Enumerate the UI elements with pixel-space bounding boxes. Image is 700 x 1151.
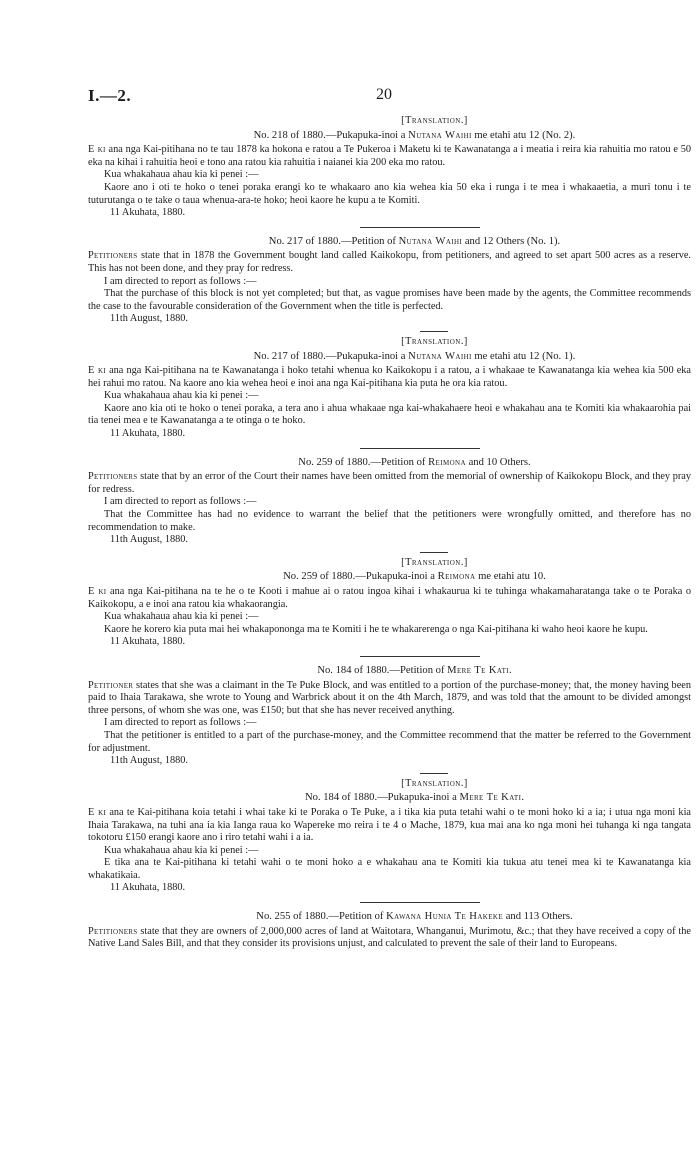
directed-line: I am directed to report as follows :— bbox=[104, 275, 257, 287]
report-date: 11th August, 1880. bbox=[110, 755, 188, 767]
petition-body bbox=[88, 586, 691, 611]
heading-text: No. 218 of 1880.—Pukapuka-inoi a bbox=[253, 129, 409, 141]
report-date: 11 Akuhata, 1880. bbox=[110, 882, 186, 894]
petition-section bbox=[88, 457, 691, 547]
opening-words: Petitioners bbox=[88, 925, 138, 937]
directed-line: I am directed to report as follows :— bbox=[104, 496, 257, 508]
heading-text: No. 255 of 1880.—Petition of bbox=[256, 911, 387, 923]
report-date: 11th August, 1880. bbox=[110, 313, 188, 325]
report-date: 11 Akuhata, 1880. bbox=[110, 636, 186, 648]
petition-body bbox=[88, 144, 691, 169]
petition-body bbox=[88, 807, 691, 845]
petition-heading bbox=[88, 665, 691, 678]
heading-text: and 113 Others. bbox=[503, 911, 573, 923]
heading-text: and 12 Others (No. 1). bbox=[462, 235, 561, 247]
heading-text: No. 217 of 1880.—Petition of bbox=[268, 235, 399, 247]
directed-line: Kua whakahaua ahau kia ki penei :— bbox=[104, 390, 259, 402]
petitioner-name: Nutana Waihi bbox=[408, 129, 472, 141]
petitioner-name: Mere Te Kati bbox=[459, 792, 522, 804]
opening-words: E ki bbox=[88, 144, 106, 156]
committee-report: That the petitioner is entitled to a part of the purchase-money, and the Committee recommend that the matter be referred to the Government for adjustment. bbox=[88, 729, 691, 754]
petition-heading bbox=[88, 130, 691, 143]
body-text: state that in 1878 the Government bought land called Kaikokopu, from petitioners, and agreed to set apart 500 acres as a reserve. This has not been done, and they pray for redress. bbox=[88, 250, 691, 274]
committee-report: Kaore ano kia oti te hoko o tenei poraka, a tera ano i ahua whakaae nga kai-whakahaere heoi e whakahau ana te Komiti kia whakaarohia pai tia tenei mea e te Kawanatanga a te otinga o te hoko. bbox=[88, 402, 691, 427]
petition-section bbox=[88, 911, 691, 951]
body-text: ana nga Kai-pitihana na te Kawanatanga i hoko tetahi whenua ko Kaikokopu i a ratou, a i whakaae te Kawanatanga kia wehea kia 500 eka hei rahui mo ratou. Na kaore ano kia wehea heoi e inoi ana nga Kai-pitihana kia puta he ora kia ratou. bbox=[88, 365, 691, 389]
heading-text: No. 259 of 1880.—Pukapuka-inoi a bbox=[283, 571, 438, 583]
heading-text: No. 259 of 1880.—Petition of bbox=[298, 456, 429, 468]
committee-report: That the Committee has had no evidence to warrant the belief that the petitioners were wrongfully omitted, and therefore has no recommendation to make. bbox=[88, 509, 691, 533]
heading-text: . bbox=[508, 664, 512, 676]
section-divider bbox=[420, 552, 448, 553]
petition-section bbox=[88, 236, 691, 326]
section-divider bbox=[360, 448, 480, 449]
petitioner-name: Nutana Waihi bbox=[398, 235, 463, 247]
section-divider bbox=[360, 902, 480, 903]
section-divider bbox=[420, 773, 448, 774]
section-divider bbox=[360, 656, 480, 657]
parliamentary-paper-signature: I.—2. bbox=[88, 86, 132, 105]
directed-line: Kua whakahaua ahau kia ki penei :— bbox=[104, 169, 259, 181]
report-date: 11 Akuhata, 1880. bbox=[110, 428, 186, 440]
report-date: 11th August, 1880. bbox=[110, 534, 188, 546]
directed-line: I am directed to report as follows :— bbox=[104, 717, 257, 729]
heading-text: . bbox=[521, 792, 524, 804]
page-number: 20 bbox=[376, 86, 392, 103]
petitioner-name: Nutana Waihi bbox=[408, 350, 472, 362]
opening-words: Petitioner bbox=[88, 679, 134, 691]
heading-text: and 10 Others. bbox=[465, 456, 531, 468]
petition-heading bbox=[88, 351, 691, 364]
report-date: 11 Akuhata, 1880. bbox=[110, 207, 186, 219]
petition-section bbox=[88, 665, 691, 768]
directed-line: Kua whakahaua ahau kia ki penei :— bbox=[104, 611, 259, 623]
petition-heading bbox=[88, 457, 691, 470]
committee-report: E tika ana te Kai-pitihana ki tetahi wahi o te moni hoko a e whakahau ana te Komiti kia tukua atu tenei mea ki te Kawanatanga kia whakatikaia. bbox=[88, 857, 691, 881]
body-text: ana nga Kai-pitihana no te tau 1878 ka hokona e ratou a Te Pukeroa i Maketu ki te Kawanatanga a i meatia i reira kia rahuitia mo ratou e 50 eka na kihai i rahuitia heoi e tono ana ratou kia rahuitia i naianei kia 200 eka mo ratou. bbox=[88, 144, 691, 168]
translation-label: [Translation.] bbox=[401, 335, 468, 347]
heading-text: No. 184 of 1880.—Petition of bbox=[317, 664, 448, 676]
body-text: ana nga Kai-pitihana na te he o te Kooti i mahue ai o ratou ingoa kihai i whakaurua ki te tuhinga whakamaharatanga take o te Poraka o Kaikokopu, a e inoi ana ratou kia whakaorangia. bbox=[88, 586, 691, 610]
committee-report: Kaore he korero kia puta mai hei whakapononga ma te Komiti i he te whakarerenga o nga Kai-pitihana ki waho heoi kaore he kupu. bbox=[104, 623, 648, 635]
petition-section bbox=[88, 778, 691, 895]
translation-label: [Translation.] bbox=[401, 115, 468, 126]
petition-body bbox=[88, 365, 691, 390]
committee-report: Kaore ano i oti te hoko o tenei poraka erangi ko te whakaaro ano kia wehea kia 50 eka i runga i te mea i whakaaetia, a muri tonu i te tuturutanga o te take o taua whenua-ara-te hoko; heoi kaore he kupu a te Komiti. bbox=[88, 181, 691, 206]
committee-report: That the purchase of this block is not yet completed; but that, as vague promises have been made by the agents, the Committee recommends the case to the favourable consideration of the Government when the title is perfected. bbox=[88, 288, 691, 312]
petitioner-name: Reimona bbox=[437, 571, 476, 583]
petition-body bbox=[88, 250, 691, 275]
body-text: state that by an error of the Court their names have been omitted from the memorial of ownership of Kaikokopu Block, and they pray for redress. bbox=[88, 471, 691, 495]
opening-words: Petitioners bbox=[88, 250, 138, 262]
petition-heading bbox=[88, 236, 691, 249]
heading-text: me etahi atu 12 (No. 2). bbox=[471, 129, 576, 141]
petition-body bbox=[88, 680, 691, 718]
section-divider bbox=[420, 331, 448, 332]
petition-section bbox=[88, 336, 691, 441]
page-header bbox=[88, 86, 693, 108]
opening-words: Petitioners bbox=[88, 471, 138, 483]
body-text: states that she was a claimant in the Te Puke Block, and was entitled to a portion of the purchase-money; that, the money having been paid to Ihaia Tarakawa, she wrote to Young and Warbrick about it on the 4th March, 1879, and was told that the amount to be divided amongst three persons, of whom she was one, was £150; but that she has never received anything. bbox=[88, 679, 691, 716]
heading-text: No. 217 of 1880.—Pukapuka-inoi a bbox=[253, 350, 409, 362]
opening-words: E ki bbox=[88, 806, 107, 818]
heading-text: me etahi atu 10. bbox=[475, 571, 546, 583]
heading-text: No. 184 of 1880.—Pukapuka-inoi a bbox=[305, 792, 460, 804]
petition-body bbox=[88, 471, 691, 496]
translation-label: [Translation.] bbox=[401, 777, 468, 789]
body-text: state that they are owners of 2,000,000 acres of land at Waitotara, Whanganui, Murimotu, &c.; that they have received a copy of the Native Land Sales Bill, and that they consider its provisions unjust, and calculated to prevent the sale of their land to Europeans. bbox=[88, 925, 691, 950]
page-content bbox=[88, 115, 691, 951]
petition-heading bbox=[88, 911, 691, 924]
petition-heading bbox=[88, 571, 691, 584]
petition-section bbox=[88, 557, 691, 649]
translation-label: [Translation.] bbox=[401, 556, 468, 568]
petition-section bbox=[88, 115, 691, 220]
petitioner-name: Reimona bbox=[428, 456, 466, 468]
petition-body bbox=[88, 926, 691, 951]
opening-words: E ki bbox=[88, 586, 107, 597]
opening-words: E ki bbox=[88, 365, 106, 377]
directed-line: Kua whakahaua ahau kia ki penei :— bbox=[104, 844, 259, 856]
petitioner-name: Kawana Hunia Te Hakeke bbox=[386, 911, 504, 923]
petitioner-name: Mere Te Kati bbox=[447, 664, 509, 676]
section-divider bbox=[360, 227, 480, 228]
petition-heading bbox=[88, 792, 691, 805]
body-text: ana te Kai-pitihana koia tetahi i whai take ki te Poraka o Te Puke, a i tika kia puta tetahi wahi o te moni hoko ki a ia; i utua nga moni kia Ihaia Tarakawa, na tuhi ana ia kia Ianga raua ko Wapereke mo reira i te 4 o Mache, 1879, kua mai ana ko nga moni hei tuhanga ki nga tangata tokotoru £150 erangi kaore ano i riro tetahi wahi i a ia. bbox=[88, 806, 692, 844]
heading-text: me etahi atu 12 (No. 1). bbox=[471, 350, 576, 362]
